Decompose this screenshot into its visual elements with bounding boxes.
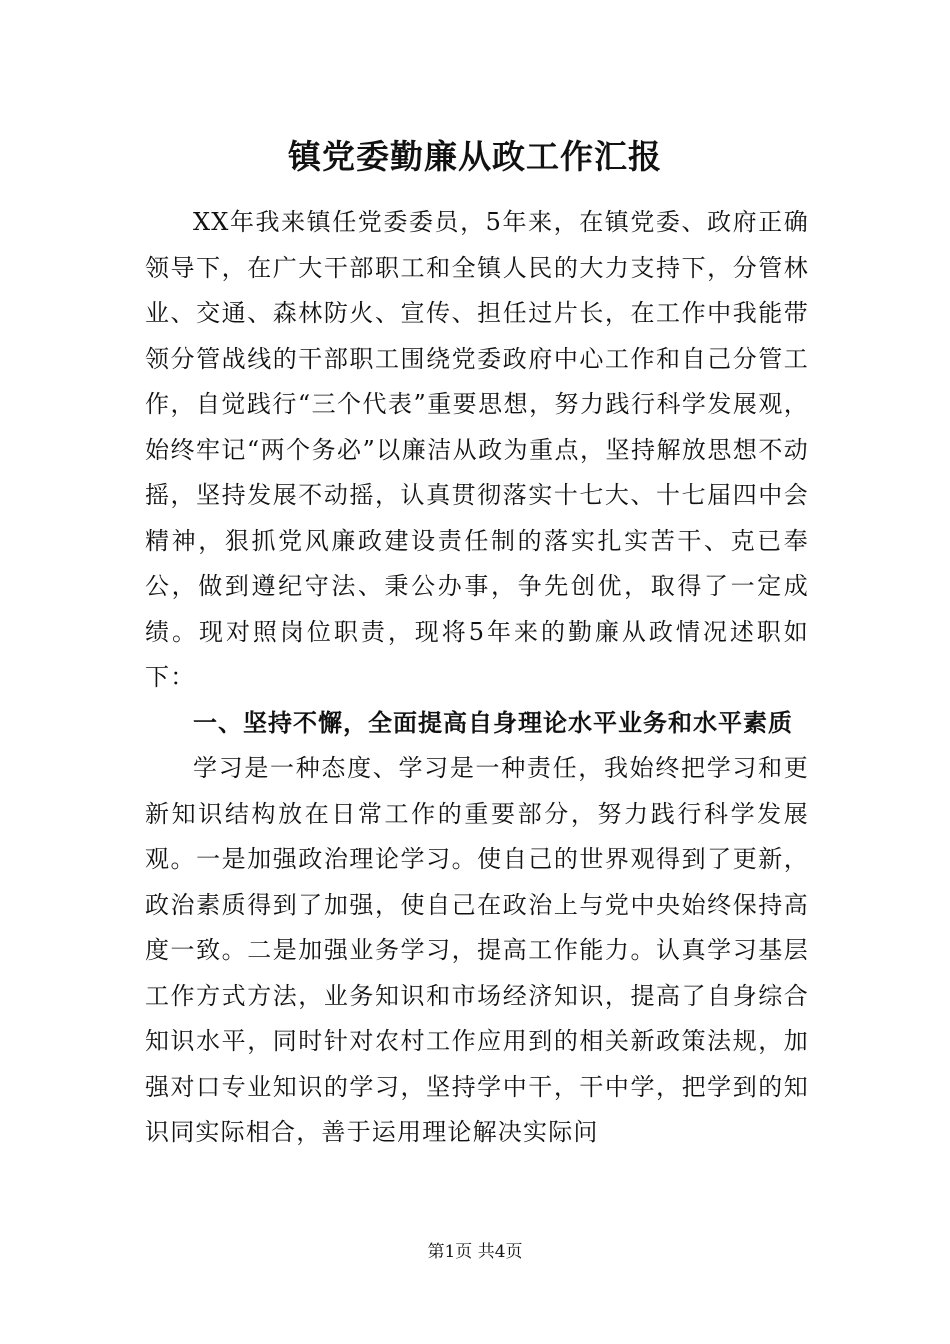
page-title: 镇党委勤廉从政工作汇报: [288, 137, 662, 176]
page-footer: 第1页 共4页: [427, 1242, 523, 1262]
section-paragraph: 学习是一种态度、学习是一种责任，我始终把学习和更新知识结构放在日常工作的重要部分，努力践行科学发展观。一是加强政治理论学习。使自己的世界观得到了更新，政治素质得到了加强，使自己在政治上与党中央始终保持高度一致。二是加强业务学习，提高工作能力。认真学习基层工作方式方法，业务知识和市场经济知识，提高了自身综合知识水平，同时针对农村工作应用到的相关新政策法规，加强对口专业知识的学习，坚持学中干，干中学，把学到的知识同实际相合，善于运用理论解决实际问: [145, 754, 809, 1146]
document-body: [145, 200, 809, 1156]
intro-paragraph: XX年我来镇任党委委员，5年来，在镇党委、政府正确领导下，在广大干部职工和全镇人民的大力支持下，分管林业、交通、森林防火、宣传、担任过片长，在工作中我能带领分管战线的干部职工围绕党委政府中心工作和自己分管工作，自觉践行“三个代表”重要思想，努力践行科学发展观，始终牢记“两个务必”以廉洁从政为重点，坚持解放思想不动摇，坚持发展不动摇，认真贯彻落实十七大、十七届四中会精神，狠抓党风廉政建设责任制的落实扎实苦干、克已奉公，做到遵纪守法、秉公办事，争先创优，取得了一定成绩。现对照岗位职责，现将5年来的勤廉从政情况述职如下：: [145, 208, 809, 691]
section-heading: 一、坚持不懈，全面提高自身理论水平业务和水平素质: [193, 708, 793, 737]
